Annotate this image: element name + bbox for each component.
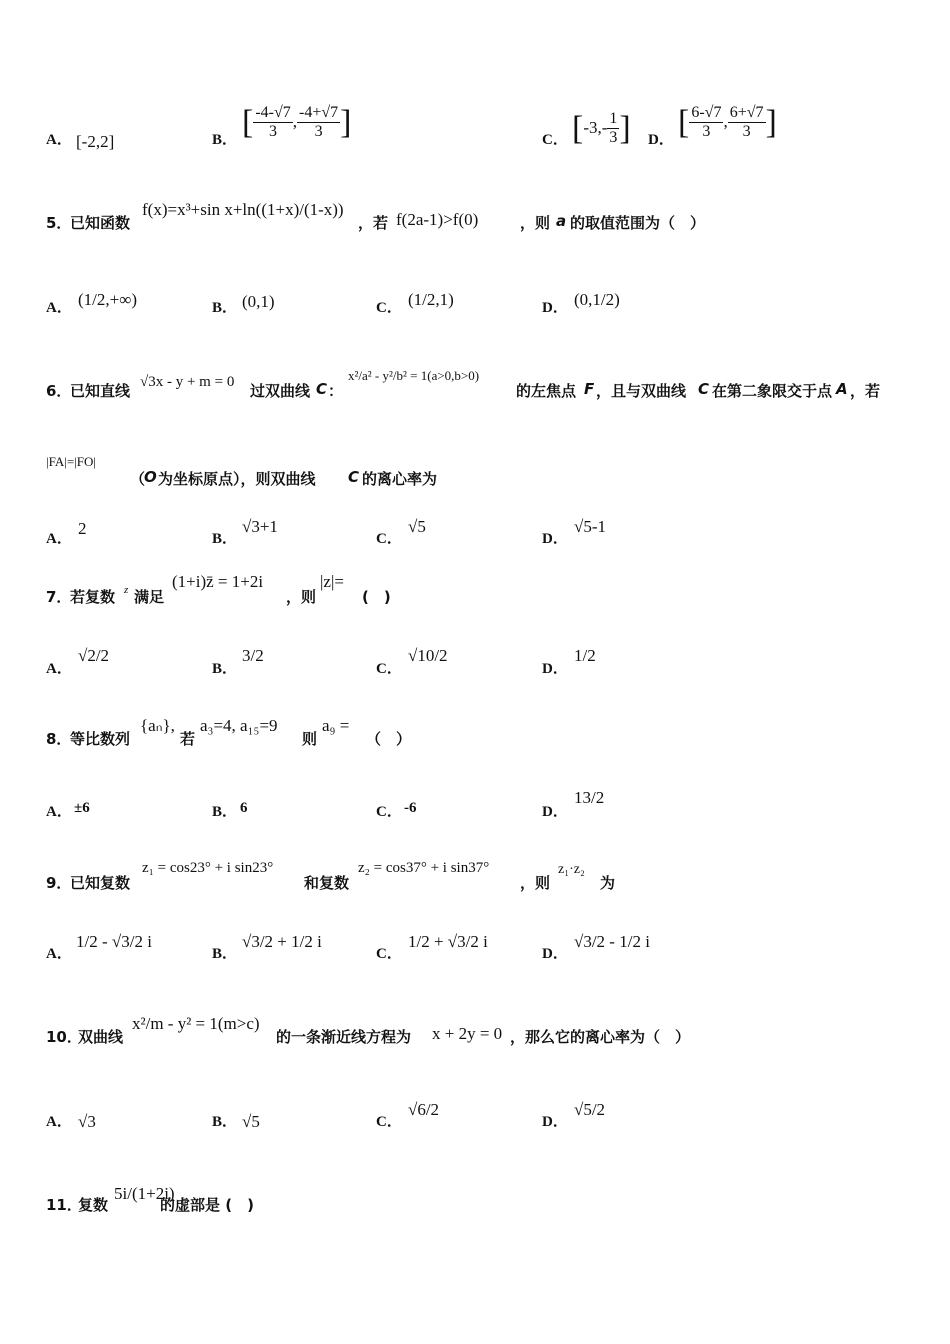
q8-text4: （ ） — [366, 730, 412, 748]
q6-option-d-label: D． — [542, 531, 568, 547]
q8-option-d-value: 13/2 — [574, 788, 605, 807]
q10-option-d-value: √5/2 — [574, 1100, 606, 1119]
q9-option-c-label: C． — [376, 946, 402, 962]
q5-option-b-label: B． — [212, 300, 238, 316]
q7-text4: ( ) — [362, 588, 391, 606]
q8-text2: 若 — [180, 730, 196, 748]
q9-option-d-label: D． — [542, 946, 568, 962]
q6-text2: 过双曲线 — [250, 382, 311, 400]
q6-f: F — [584, 380, 595, 398]
q11-text1: 复数 — [78, 1196, 109, 1214]
q7-text1: 若复数 — [70, 588, 116, 606]
q5-text2: ，若 — [358, 214, 389, 232]
q6-text9: 为坐标原点），则双曲线 — [158, 470, 316, 488]
q6-option-a-value: 2 — [78, 519, 87, 538]
q7-option-d-value: 1/2 — [574, 646, 596, 665]
q6-text3: ： — [328, 382, 344, 400]
q4-option-d-label: D． — [648, 132, 674, 148]
q5-option-d-value: (0,1/2) — [574, 290, 620, 309]
q10-option-c-label: C． — [376, 1114, 402, 1130]
q9-text2: 和复数 — [304, 874, 350, 892]
q8-option-d-label: D． — [542, 804, 568, 820]
q7-text2: 满足 — [134, 588, 165, 606]
q4-b-num1: -4-√7 — [253, 104, 292, 123]
q8-given: a₃=4, a₁₅=9 — [200, 716, 278, 735]
q7-option-c-value: √10/2 — [408, 646, 448, 665]
q6-option-a-label: A． — [46, 531, 72, 547]
q9-option-b-value: √3/2 + 1/2 i — [242, 932, 322, 951]
q7-option-a-value: √2/2 — [78, 646, 110, 665]
q5-text3: ，则 — [520, 214, 551, 232]
q9-option-c-value: 1/2 + √3/2 i — [408, 932, 488, 951]
q4-b-den1: 3 — [269, 123, 278, 141]
q5-text4: 的取值范围为（ ） — [570, 214, 706, 232]
q4-option-b-value: [ $\frac{-4-√7}{3}$ , $\frac{-4+√7}{3}$ ] — [242, 103, 352, 141]
q10-option-b-label: B． — [212, 1114, 238, 1130]
q9-option-d-value: √3/2 - 1/2 i — [574, 932, 650, 951]
q9-text1: 已知复数 — [70, 874, 131, 892]
q10-option-a-value: √3 — [78, 1112, 96, 1131]
q7-number: 7． — [46, 588, 72, 606]
q7-option-c-label: C． — [376, 661, 402, 677]
q6-option-d-value: √5-1 — [574, 517, 606, 536]
q10-number: 10． — [46, 1028, 82, 1046]
q7-option-b-label: B． — [212, 661, 238, 677]
q6-cond: |FA|=|FO| — [46, 454, 97, 469]
q8-option-c-label: C． — [376, 804, 402, 820]
q4-c-num: 1 — [607, 110, 619, 129]
q5-condition: f(2a-1)>f(0) — [396, 210, 479, 229]
q5-option-a-value: (1/2,+∞) — [78, 290, 138, 309]
q6-text6: 在第二象限交于点 — [712, 382, 833, 400]
q5-option-c-label: C． — [376, 300, 402, 316]
q7-option-a-label: A． — [46, 661, 72, 677]
q10-text1: 双曲线 — [78, 1028, 124, 1046]
q9-number: 9． — [46, 874, 72, 892]
q5-option-d-label: D． — [542, 300, 568, 316]
q10-option-d-label: D． — [542, 1114, 568, 1130]
q10-eq: x²/m - y² = 1(m>c) — [132, 1014, 260, 1033]
q6-c3: C — [348, 468, 360, 486]
q5-var: a — [556, 212, 567, 230]
q4-d-num2: 6+√7 — [728, 104, 766, 123]
q5-formula: f(x)=x³+sin x+ln((1+x)/(1-x)) — [142, 200, 344, 219]
q10-option-c-value: √6/2 — [408, 1100, 440, 1119]
q6-o: O — [144, 468, 157, 486]
q5-option-b-value: (0,1) — [242, 292, 275, 311]
q10-option-a-label: A． — [46, 1114, 72, 1130]
q4-option-c-value: [-3,- $\frac{1}{3}$ ] — [572, 109, 631, 147]
q4-c-den: 3 — [609, 129, 618, 147]
q5-number: 5． — [46, 214, 72, 232]
q9-prod: z₁·z₂ — [558, 862, 585, 877]
q8-text3: 则 — [302, 730, 318, 748]
q5-text1: 已知函数 — [70, 214, 131, 232]
q9-option-b-label: B． — [212, 946, 238, 962]
q10-option-b-value: √5 — [242, 1112, 260, 1131]
q8-option-a-label: A． — [46, 804, 72, 820]
q7-z: z — [124, 584, 129, 596]
q9-z1: z₁ = cos23° + i sin23° — [142, 860, 274, 876]
q11-text2: 的虚部是 ( ) — [160, 1196, 254, 1214]
q6-text10: 的离心率为 — [362, 470, 438, 488]
q6-text8: （ — [130, 470, 146, 488]
q6-c2: C — [698, 380, 710, 398]
q4-d-den2: 3 — [742, 123, 751, 141]
q6-option-b-value: √3+1 — [242, 517, 278, 536]
q10-asym: x + 2y = 0 — [432, 1024, 503, 1043]
q6-text1: 已知直线 — [70, 382, 131, 400]
q4-d-den1: 3 — [702, 123, 711, 141]
q4-c-main: -3,- — [583, 117, 608, 137]
q6-text4: 的左焦点 — [516, 382, 577, 400]
q6-hyperbola: x²/a² - y²/b² = 1(a>0,b>0) — [348, 368, 480, 383]
q7-option-d-label: D． — [542, 661, 568, 677]
q4-option-c-label: C． — [542, 132, 568, 148]
q9-text4: 为 — [600, 874, 616, 892]
q5-option-c-value: (1/2,1) — [408, 290, 454, 309]
q7-eq: (1+i)z̄ = 1+2i — [172, 572, 264, 591]
q4-option-b-label: B． — [212, 132, 238, 148]
q11-number: 11． — [46, 1196, 82, 1214]
q4-b-den2: 3 — [314, 123, 323, 141]
q6-text7: ，若 — [850, 382, 881, 400]
q5-option-a-label: A． — [46, 300, 72, 316]
q8-option-b-label: B． — [212, 804, 238, 820]
q8-seq: {aₙ}, — [140, 716, 175, 735]
q6-c: C — [316, 380, 328, 398]
q4-option-d-value: [ $\frac{6-√7}{3}$ , $\frac{6+√7}{3}$ ] — [678, 103, 777, 141]
q4-d-num1: 6-√7 — [689, 104, 723, 123]
q9-option-a-label: A． — [46, 946, 72, 962]
q6-number: 6． — [46, 382, 72, 400]
q6-line: √3x - y + m = 0 — [140, 374, 235, 390]
q8-text1: 等比数列 — [70, 730, 131, 748]
q9-text3: ，则 — [520, 874, 551, 892]
q6-a: A — [836, 380, 848, 398]
q7-abs: |z|= — [320, 572, 344, 591]
q8-ask: a₉ = — [322, 716, 350, 735]
q8-number: 8． — [46, 730, 72, 748]
q4-b-num2: -4+√7 — [297, 104, 340, 123]
q11-expr: 5i/(1+2i) — [114, 1184, 175, 1203]
q6-option-b-label: B． — [212, 531, 238, 547]
q7-text3: ，则 — [286, 588, 317, 606]
q8-option-c-value: -6 — [404, 800, 417, 816]
q9-z2: z₂ = cos37° + i sin37° — [358, 860, 490, 876]
q6-option-c-value: √5 — [408, 517, 426, 536]
q6-option-c-label: C． — [376, 531, 402, 547]
q7-option-b-value: 3/2 — [242, 646, 264, 665]
q8-option-a-value: ±6 — [74, 800, 90, 816]
q9-option-a-value: 1/2 - √3/2 i — [76, 932, 152, 951]
q8-option-b-value: 6 — [240, 800, 248, 816]
q10-text2: 的一条渐近线方程为 — [276, 1028, 412, 1046]
q4-option-a-value: [-2,2] — [76, 132, 115, 151]
q10-text3: ，那么它的离心率为（ ） — [510, 1028, 691, 1046]
q6-text5: ，且与双曲线 — [596, 382, 687, 400]
q4-option-a-label: A． — [46, 132, 72, 148]
